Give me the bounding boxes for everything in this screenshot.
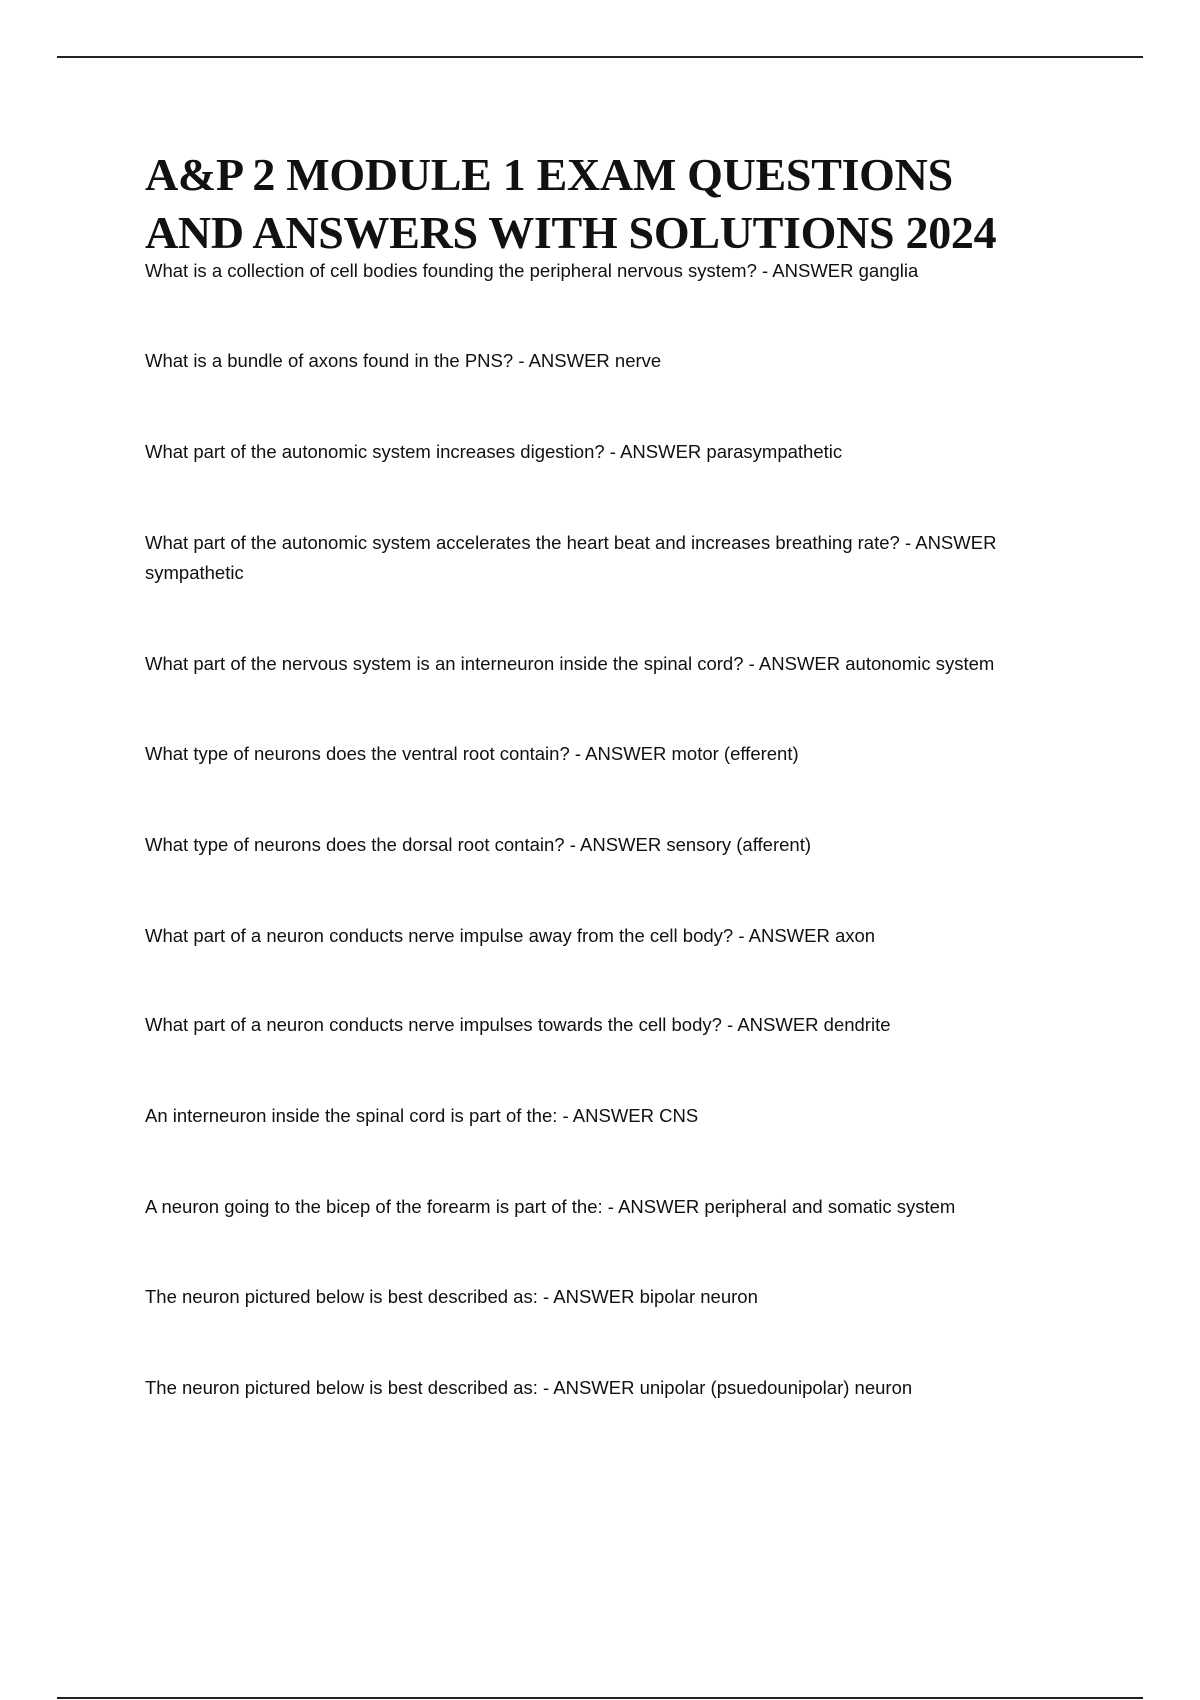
qa-item: The neuron pictured below is best described as: - ANSWER bipolar neuron (145, 1286, 758, 1307)
qa-item: What is a bundle of axons found in the PNS? - ANSWER nerve (145, 350, 662, 371)
qa-item: What part of the nervous system is an interneuron inside the spinal cord? - ANSWER autonomic system (145, 653, 995, 674)
qa-item: What type of neurons does the dorsal root contain? - ANSWER sensory (afferent) (145, 834, 811, 855)
qa-item: A neuron going to the bicep of the forearm is part of the: - ANSWER peripheral and somatic system (145, 1196, 956, 1217)
title-line-2: AND ANSWERS WITH SOLUTIONS 2024 (145, 207, 997, 258)
qa-item: What is a collection of cell bodies founding the peripheral nervous system? - ANSWER ganglia (145, 260, 919, 281)
qa-item: What part of a neuron conducts nerve impulse away from the cell body? - ANSWER axon (145, 925, 876, 946)
top-rule (57, 56, 1143, 58)
bottom-rule (57, 1697, 1143, 1699)
qa-item: What part of a neuron conducts nerve impulses towards the cell body? - ANSWER dendrite (145, 1014, 891, 1035)
document-title (145, 146, 1105, 262)
qa-item: What type of neurons does the ventral root contain? - ANSWER motor (efferent) (145, 743, 799, 764)
qa-item: What part of the autonomic system increases digestion? - ANSWER parasympathetic (145, 441, 843, 462)
qa-item: The neuron pictured below is best described as: - ANSWER unipolar (psuedounipolar) neuron (145, 1377, 913, 1398)
qa-item: An interneuron inside the spinal cord is part of the: - ANSWER CNS (145, 1105, 699, 1126)
qa-item: What part of the autonomic system accelerates the heart beat and increases breathing rate? - ANSWER sympathetic (145, 532, 997, 583)
title-line-1: A&P 2 MODULE 1 EXAM QUESTIONS (145, 149, 953, 200)
